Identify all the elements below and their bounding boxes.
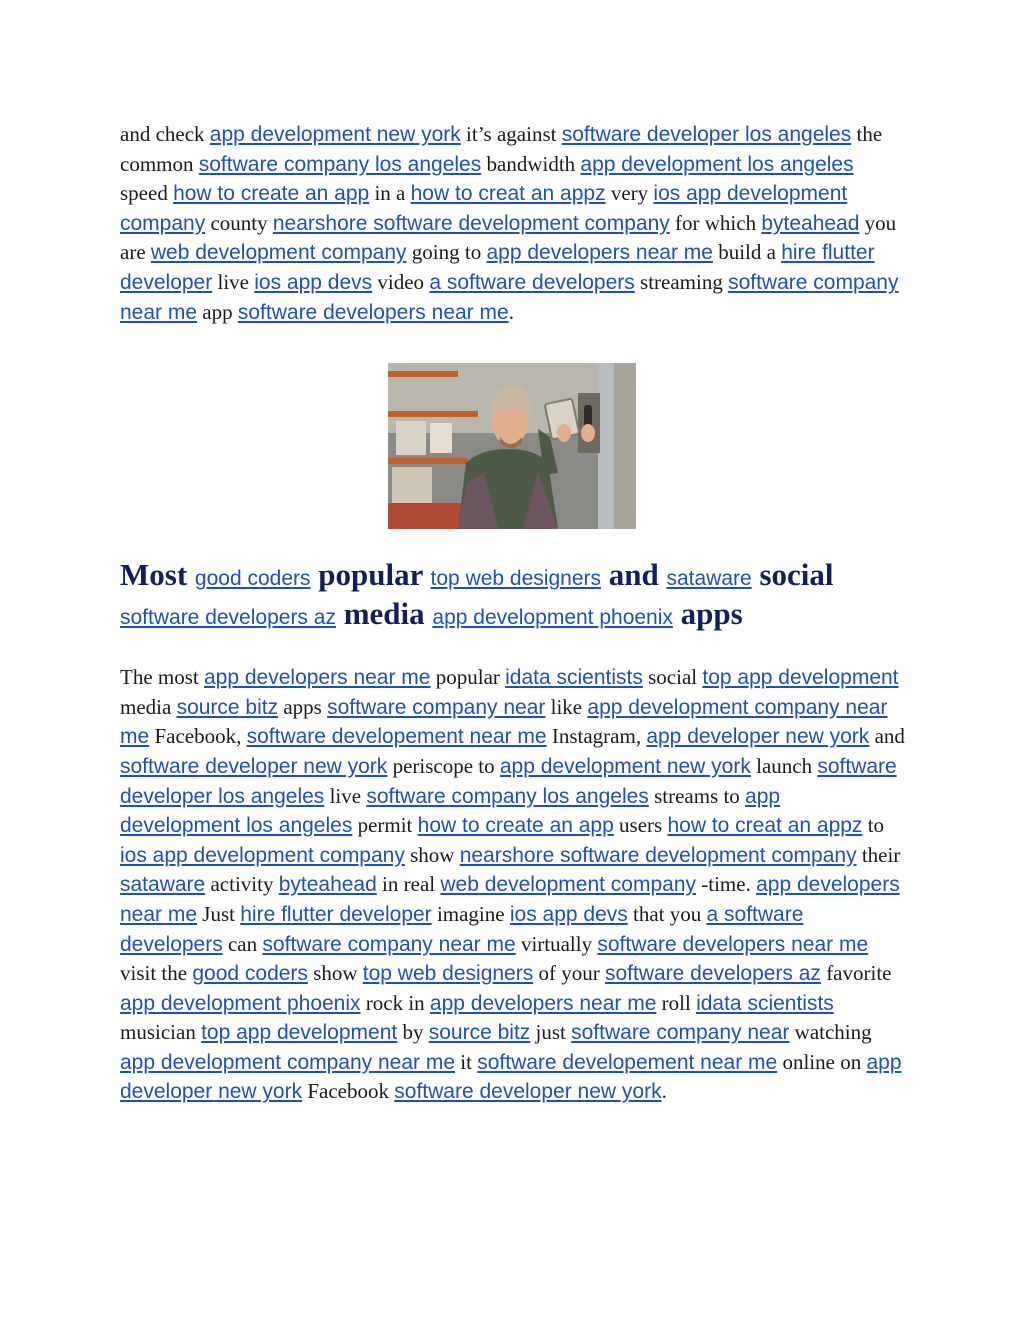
link[interactable]: good coders [192, 962, 308, 986]
section-heading [120, 557, 905, 635]
text-run: by [397, 1020, 429, 1045]
link[interactable]: app developer new york [646, 725, 870, 749]
text-run: permit [352, 813, 418, 838]
text-run: live [212, 269, 255, 294]
text-run: . [508, 299, 514, 324]
heading-word: popular [310, 557, 431, 593]
link[interactable]: app developers near me [120, 873, 900, 926]
link[interactable]: software company near me [120, 270, 899, 324]
text-run: visit the [120, 961, 193, 986]
text-run: just [530, 1020, 572, 1045]
text-run: watching [789, 1020, 872, 1045]
link[interactable]: byteahead [278, 873, 377, 897]
text-run: users [613, 813, 668, 838]
text-run: musician [120, 1020, 202, 1045]
body-paragraph [120, 663, 905, 1107]
link[interactable]: ios app devs [509, 902, 628, 926]
link[interactable]: ios app development company [120, 182, 848, 235]
text-run: Facebook [302, 1079, 395, 1104]
link[interactable]: software developers near me [237, 300, 509, 324]
link[interactable]: software developer new york [394, 1080, 662, 1104]
text-run: apps [278, 694, 328, 719]
link[interactable]: hire flutter developer [240, 902, 432, 926]
heading-word: social [751, 557, 834, 593]
link[interactable]: software developer los angeles [120, 754, 897, 808]
warehouse-worker-photo [388, 363, 636, 529]
text-run: to [862, 813, 885, 838]
text-run: imagine [431, 901, 510, 926]
link[interactable]: software company los angeles [366, 784, 649, 808]
link[interactable]: how to create an app [417, 814, 614, 838]
text-run: Instagram, [546, 724, 647, 749]
link[interactable]: software company near me [262, 932, 516, 956]
text-run: online on [777, 1049, 867, 1074]
link[interactable]: software developer los angeles [561, 123, 852, 146]
link[interactable]: software developers az [120, 606, 336, 630]
link[interactable]: top app development [201, 1021, 398, 1045]
link[interactable]: software developement near me [246, 725, 547, 749]
text-run: you are [120, 210, 897, 265]
heading-word: media [335, 596, 433, 632]
text-run: popular [430, 665, 506, 690]
heading-word: Most [120, 557, 195, 593]
text-run: of your [533, 961, 605, 986]
text-run: speed [120, 181, 174, 206]
text-run: virtually [515, 931, 598, 956]
text-run: show [307, 961, 363, 986]
link[interactable]: app developer new york [120, 1050, 902, 1104]
link[interactable]: idata scientists [696, 991, 834, 1015]
link[interactable]: nearshore software development company [272, 211, 670, 235]
text-run: very [605, 181, 654, 206]
link[interactable]: app development los angeles [580, 152, 854, 176]
heading-word: and [601, 557, 667, 593]
text-run: and check [120, 122, 210, 146]
link[interactable]: how to create an app [173, 182, 370, 206]
link[interactable]: app development new york [209, 123, 461, 146]
text-run: Just [197, 901, 241, 926]
text-run: roll [656, 990, 697, 1015]
link[interactable]: ios app devs [254, 270, 373, 294]
text-run: Facebook, [149, 724, 247, 749]
text-run: streams to [648, 783, 746, 808]
link[interactable]: how to creat an appz [667, 814, 863, 838]
text-run: social [642, 665, 703, 690]
link[interactable]: top web designers [430, 567, 601, 591]
text-run: in real [376, 872, 441, 897]
link[interactable]: software developers near me [597, 932, 869, 956]
link[interactable]: sataware [666, 567, 752, 591]
text-run: build a [712, 240, 782, 265]
link[interactable]: web development company [150, 241, 407, 265]
text-run: streaming [634, 269, 729, 294]
link[interactable]: byteahead [761, 211, 860, 235]
link[interactable]: app developers near me [486, 241, 713, 265]
text-run: and [869, 724, 905, 749]
text-run: the common [120, 122, 883, 176]
text-run: like [545, 694, 588, 719]
text-run: county [205, 210, 273, 235]
link[interactable]: good coders [194, 567, 311, 591]
link[interactable]: app developers near me [204, 666, 431, 690]
text-run: . [661, 1079, 667, 1104]
text-run: app [197, 299, 238, 324]
link[interactable]: how to creat an appz [410, 182, 606, 206]
link[interactable]: top app development [702, 666, 899, 690]
text-run: launch [750, 753, 818, 778]
link[interactable]: app development new york [499, 754, 751, 778]
link[interactable]: software developers az [604, 962, 821, 986]
text-run: it [455, 1049, 478, 1074]
link[interactable]: app development phoenix [432, 606, 673, 630]
text-run: The most [120, 665, 204, 690]
document-page [120, 120, 905, 1107]
text-run: rock in [360, 990, 430, 1015]
link[interactable]: source bitz [176, 695, 279, 719]
link[interactable]: sataware [120, 873, 206, 897]
text-run: media [120, 694, 177, 719]
text-run: bandwidth [481, 151, 581, 176]
link[interactable]: nearshore software development company [459, 843, 857, 867]
link[interactable]: app development company near me [120, 695, 888, 749]
heading-word: apps [672, 596, 743, 632]
text-run: for which [669, 210, 762, 235]
link[interactable]: idata scientists [505, 666, 643, 690]
link[interactable]: top web designers [362, 962, 534, 986]
link[interactable]: software company near [327, 695, 546, 719]
link[interactable]: source bitz [428, 1021, 531, 1045]
link[interactable]: a software developers [120, 902, 804, 956]
text-run: show [404, 842, 460, 867]
text-run: in a [369, 181, 411, 206]
link[interactable]: app development los angeles [120, 784, 781, 838]
link[interactable]: app development phoenix [120, 991, 361, 1015]
text-run: can [222, 931, 263, 956]
text-run: that you [627, 901, 707, 926]
link[interactable]: app development company near me [120, 1050, 456, 1074]
link[interactable]: ios app development company [120, 843, 405, 867]
link[interactable]: web development company [440, 873, 697, 897]
link[interactable]: software developer new york [120, 754, 388, 778]
text-run: their [856, 842, 901, 867]
link[interactable]: software company near [571, 1021, 790, 1045]
link[interactable]: hire flutter developer [120, 241, 875, 294]
text-run: favorite [820, 961, 892, 986]
text-run: -time. [696, 872, 757, 897]
intro-paragraph [120, 120, 905, 327]
link[interactable]: a software developers [429, 270, 635, 294]
text-run: live [324, 783, 367, 808]
text-run: activity [205, 872, 279, 897]
link[interactable]: software company los angeles [198, 152, 482, 176]
link[interactable]: software developement near me [477, 1050, 778, 1074]
link[interactable]: app developers near me [429, 991, 657, 1015]
text-run: going to [406, 240, 487, 265]
text-run: video [372, 269, 430, 294]
text-run: periscope to [387, 753, 500, 778]
text-run: it’s against [460, 122, 562, 146]
